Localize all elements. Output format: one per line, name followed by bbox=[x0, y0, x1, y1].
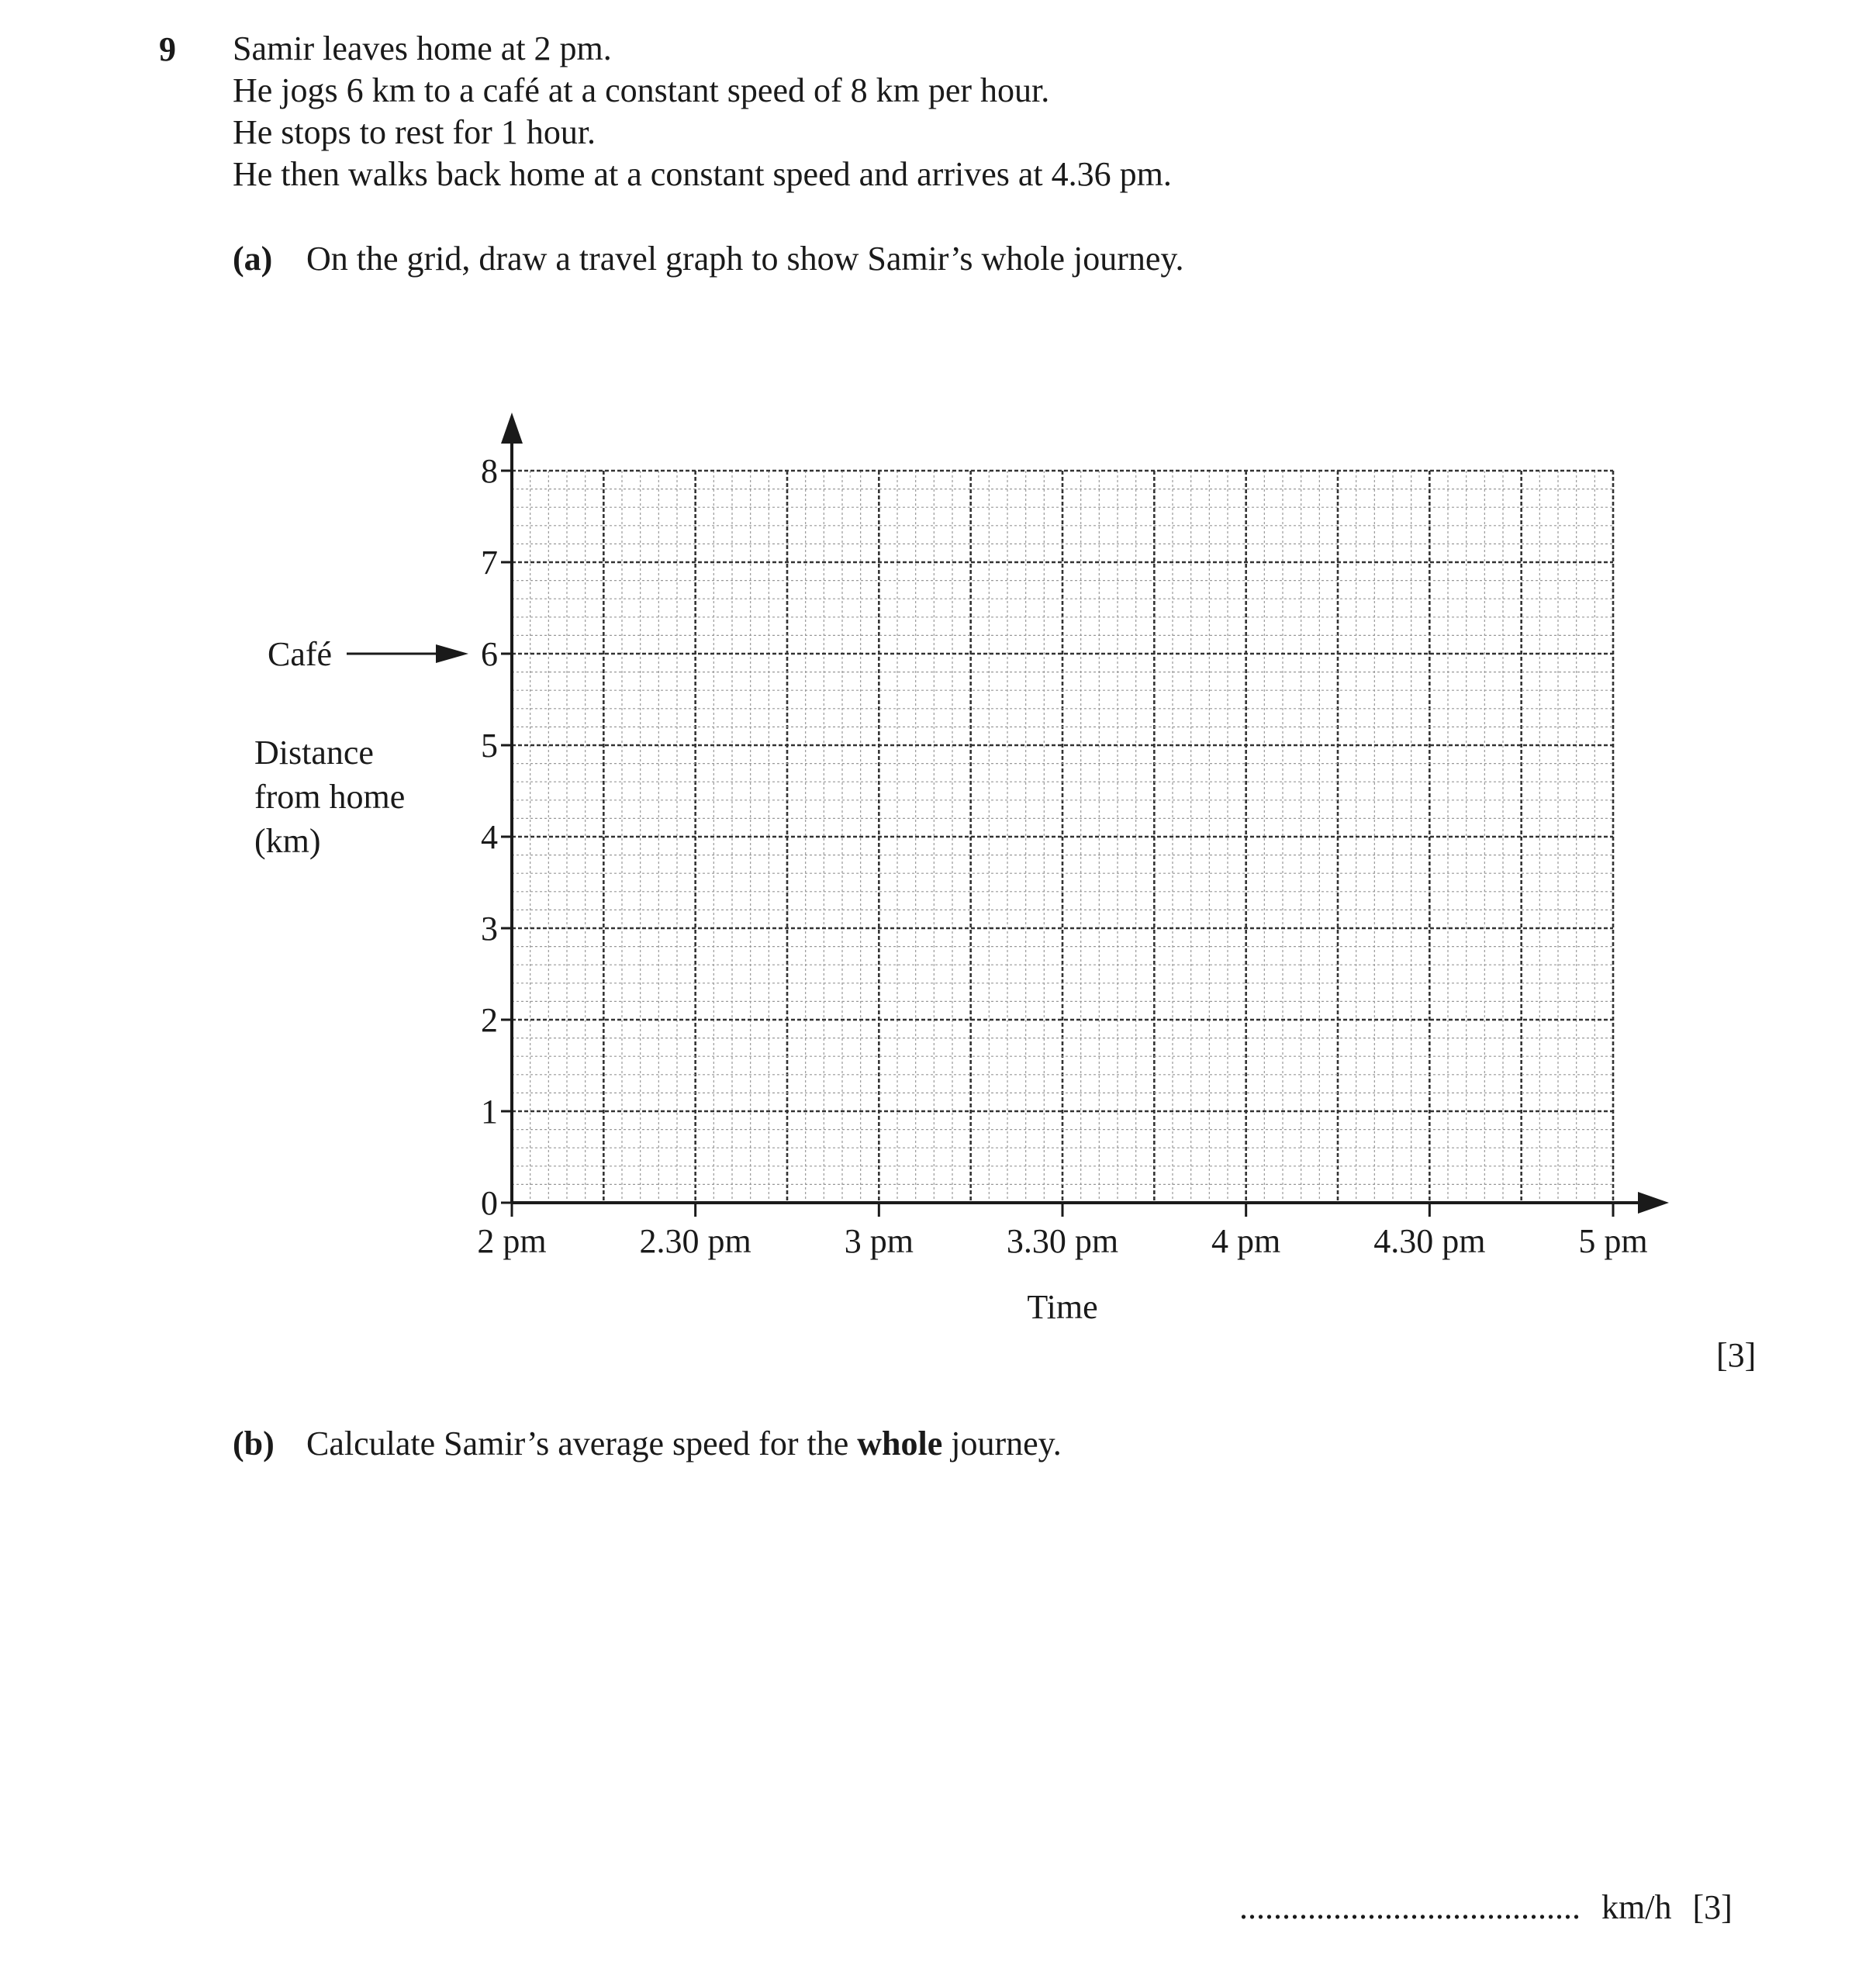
x-axis-arrow-icon bbox=[1638, 1192, 1669, 1214]
answer-unit: km/h bbox=[1601, 1888, 1672, 1926]
x-tick-label: 5 pm bbox=[1578, 1222, 1648, 1260]
y-tick-label: 7 bbox=[481, 544, 498, 582]
answer-dots[interactable]: ........................................ bbox=[1239, 1888, 1581, 1926]
stem-line-2: He jogs 6 km to a café at a constant speed of 8 km per hour. bbox=[233, 71, 1050, 109]
stem-line-4: He then walks back home at a constant speed and arrives at 4.36 pm. bbox=[233, 155, 1172, 193]
y-tick-label: 6 bbox=[481, 635, 498, 673]
x-tick-label: 4.30 pm bbox=[1373, 1222, 1486, 1260]
question-number: 9 bbox=[159, 30, 176, 68]
part-b-text-before: Calculate Samir’s average speed for the bbox=[306, 1425, 858, 1463]
part-b-text-bold: whole bbox=[857, 1425, 943, 1463]
x-tick-label: 4 pm bbox=[1211, 1222, 1281, 1260]
graph-labels bbox=[254, 452, 1648, 1326]
y-tick-label: 0 bbox=[481, 1184, 498, 1222]
x-tick-label: 2.30 pm bbox=[639, 1222, 751, 1260]
cafe-annotation-label: Café bbox=[268, 635, 333, 673]
part-a-marks: [3] bbox=[1716, 1336, 1757, 1374]
x-tick-label: 3 pm bbox=[844, 1222, 914, 1260]
part-b-prompt bbox=[233, 1424, 1062, 1463]
y-axis-arrow-icon bbox=[501, 413, 523, 444]
y-axis-label-line: Distance bbox=[254, 734, 374, 772]
stem-line-3: He stops to rest for 1 hour. bbox=[233, 113, 596, 151]
x-axis-label: Time bbox=[1027, 1288, 1098, 1326]
y-tick-label: 1 bbox=[481, 1093, 498, 1131]
y-tick-label: 8 bbox=[481, 452, 498, 490]
y-axis-label-line: (km) bbox=[254, 822, 321, 860]
cafe-arrow-icon bbox=[436, 644, 468, 663]
x-tick-label: 2 pm bbox=[477, 1222, 547, 1260]
part-b-marks: [3] bbox=[1692, 1888, 1733, 1926]
part-a-text: On the grid, draw a travel graph to show Samir’s whole journey. bbox=[306, 240, 1184, 278]
y-tick-label: 4 bbox=[481, 818, 498, 856]
x-tick-label: 3.30 pm bbox=[1006, 1222, 1119, 1260]
answer-line bbox=[1239, 1887, 1733, 1927]
part-b-text-after: journey. bbox=[942, 1425, 1062, 1463]
part-b-label: (b) bbox=[233, 1425, 275, 1463]
y-axis-label-line: from home bbox=[254, 778, 406, 816]
y-tick-label: 5 bbox=[481, 727, 498, 765]
stem-line-1: Samir leaves home at 2 pm. bbox=[233, 29, 612, 67]
y-tick-label: 2 bbox=[481, 1001, 498, 1039]
part-a-label: (a) bbox=[233, 240, 273, 278]
y-tick-label: 3 bbox=[481, 910, 498, 948]
graph-axes bbox=[501, 413, 1669, 1217]
graph-grid bbox=[512, 471, 1613, 1203]
